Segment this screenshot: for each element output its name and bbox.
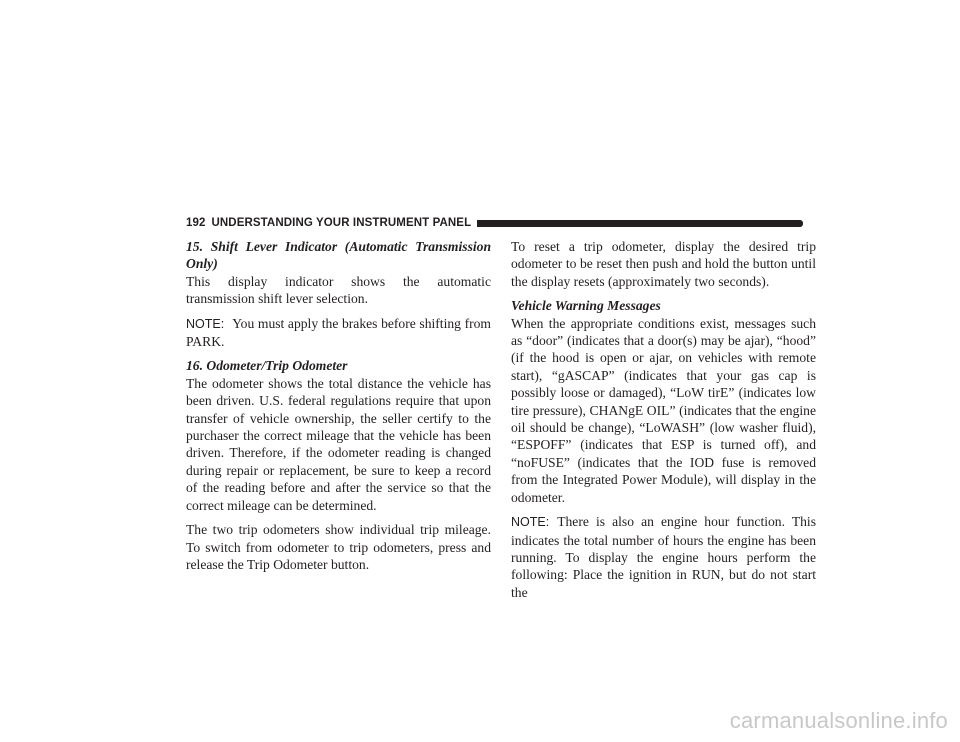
trip-body: The two trip odometers show individual trip mileage. To switch from odometer to trip odometers, press and release the Trip Odometer button. xyxy=(186,522,491,572)
note1 xyxy=(186,315,491,351)
warning-body: When the appropriate conditions exist, messages such as “door” (indicates that a door(s) may be ajar), “hood” (if the hood is open or ajar, on vehicles with remote start), “gASCAP” (indicates that your gas cap is possibly loose or damaged), “LoW tirE” (indicates low tire pressure), CHANgE OIL” (indicates that the engine oil should be change), “LoWASH” (low washer fluid), “ESPOFF” (indicates that ESP is turned off), and “noFUSE” (indicates that the IOD fuse is removed from the Integrated Power Module), will display in the odometer. xyxy=(511,315,816,505)
warning-heading: Vehicle Warning Messages xyxy=(511,298,661,314)
note2-label: NOTE: xyxy=(511,515,550,530)
note2-text: There is also an engine hour function. This indicates the total number of hours the engine has been running. To display the engine hours perform the following: Place the ignition in RUN, but do not start the xyxy=(511,514,816,600)
item16-body: The odometer shows the total distance the vehicle has been driven. U.S. federal regulations require that upon transfer of vehicle ownership, the seller certify to the purchaser the correct mileage that the vehicle has been driven. Therefore, if the odometer reading is changed during repair or replacement, be sure to keep a record of the reading before and after the service so that the correct mileage can be determined. xyxy=(186,375,491,513)
page-header xyxy=(186,216,803,230)
note1-label: NOTE: xyxy=(186,316,225,331)
item15-body: This display indicator shows the automatic transmission shift lever selection. xyxy=(186,273,491,307)
left-column xyxy=(186,238,491,580)
section-title: UNDERSTANDING YOUR INSTRUMENT PANEL xyxy=(211,217,472,229)
reset-body: To reset a trip odometer, display the desired trip odometer to be reset then push and hold the button until the display resets (approximately two seconds). xyxy=(511,239,816,289)
note1-text: You must apply the brakes before shifting from PARK. xyxy=(186,315,491,350)
page-number: 192 xyxy=(186,217,206,229)
item16-heading: 16. Odometer/Trip Odometer xyxy=(186,358,348,374)
watermark-link[interactable]: carmanualsonline.info xyxy=(729,708,948,733)
note2 xyxy=(511,513,816,601)
header-rule xyxy=(477,220,803,227)
item15-heading: 15. Shift Lever Indicator (Automatic Transmission Only) xyxy=(186,239,491,272)
right-column xyxy=(511,238,816,608)
